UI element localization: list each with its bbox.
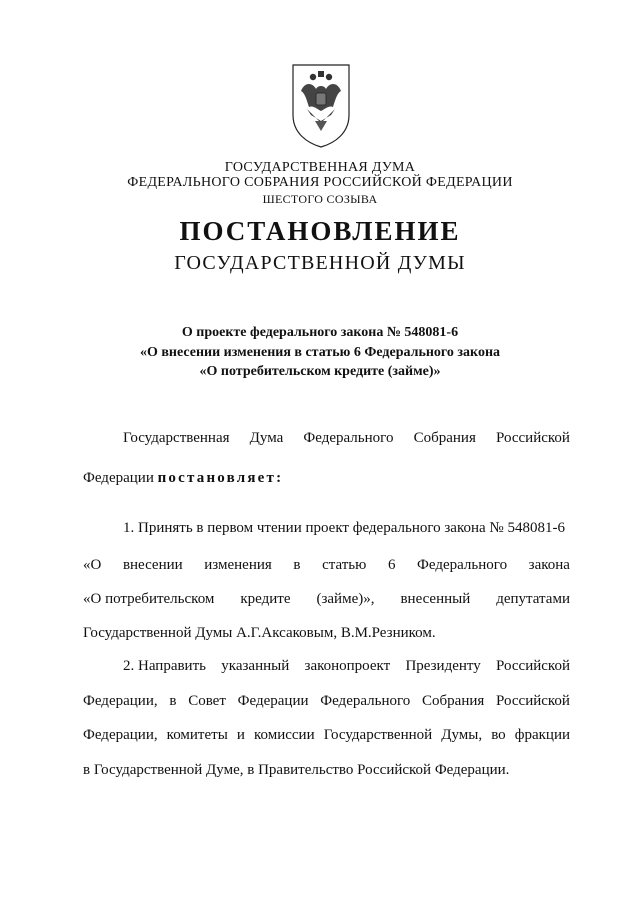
intro-text: Федерации: [83, 470, 154, 486]
item-1-line-2: [83, 557, 570, 574]
justified-word: в: [169, 693, 177, 709]
justified-word: Дума: [249, 430, 284, 446]
justified-word: Федерального: [417, 557, 508, 573]
bill-title-line: О проекте федерального закона № 548081-6: [181, 325, 459, 340]
justified-word: Президенту: [405, 658, 481, 674]
page-title: ПОСТАНОВЛЕНИЕ: [179, 216, 461, 246]
justified-word: внесенный: [400, 591, 471, 607]
justified-word: указанный: [221, 658, 290, 674]
justified-word: Собрания: [413, 430, 476, 446]
justified-word: фракции: [514, 727, 570, 743]
justified-word: в: [293, 557, 301, 573]
justified-word: депутатами: [496, 591, 570, 607]
item-2-line-1: [83, 658, 570, 675]
justified-word: внесении: [122, 557, 183, 573]
justified-word: комиссии: [253, 727, 315, 743]
justified-word: «О потребительском: [83, 591, 215, 607]
justified-word: статью: [322, 557, 367, 573]
justified-word: изменения: [204, 557, 272, 573]
justified-word: Государственная: [123, 430, 230, 446]
intro-line-2: [83, 470, 570, 487]
convocation: ШЕСТОГО СОЗЫВА: [262, 192, 378, 206]
item-1-line-4: Государственной Думы А.Г.Аксаковым, В.М.Резником.: [83, 625, 436, 641]
bill-title-line: «О внесении изменения в статью 6 Федерального закона: [139, 345, 501, 360]
justified-word: во: [491, 727, 506, 743]
justified-word: законопроект: [304, 658, 391, 674]
justified-word: 6: [387, 557, 396, 573]
parliament-affiliation: ФЕДЕРАЛЬНОГО СОБРАНИЯ РОССИЙСКОЙ ФЕДЕРАЦИИ: [127, 175, 513, 190]
justified-word: Собрания: [422, 693, 485, 709]
justified-word: кредите: [240, 591, 291, 607]
justified-word: Федерации: [237, 693, 309, 709]
justified-word: Российской: [496, 693, 570, 709]
justified-word: закона: [528, 557, 570, 573]
justified-word: Думы,: [441, 727, 483, 743]
justified-word: Федерального: [320, 693, 411, 709]
justified-word: комитеты: [166, 727, 228, 743]
justified-word: «О: [83, 557, 102, 573]
justified-word: 2. Направить: [123, 658, 206, 674]
item-1-line-3: [83, 591, 570, 608]
justified-word: и: [236, 727, 245, 743]
item-2-line-3: [83, 727, 570, 744]
justified-word: Федерального: [303, 430, 394, 446]
justified-word: Государственной: [323, 727, 433, 743]
justified-word: Российской: [496, 658, 570, 674]
justified-word: Федерации,: [83, 693, 158, 709]
resolve-word: постановляет:: [157, 470, 284, 486]
page-subtitle: ГОСУДАРСТВЕННОЙ ДУМЫ: [174, 252, 466, 274]
parliament-name: ГОСУДАРСТВЕННАЯ ДУМА: [224, 160, 416, 175]
intro-line-1: [83, 430, 570, 447]
item-1-line-1: 1. Принять в первом чтении проект федерального закона № 548081-6: [123, 520, 565, 536]
justified-word: Российской: [496, 430, 570, 446]
bill-title-line: «О потребительском кредите (займе)»: [199, 364, 441, 379]
justified-word: Федерации,: [83, 727, 158, 743]
justified-word: (займе)»,: [316, 591, 375, 607]
item-2-line-2: [83, 693, 570, 710]
item-2-line-4: в Государственной Думе, в Правительство Российской Федерации.: [83, 762, 510, 778]
coat-of-arms-icon: [291, 63, 351, 149]
justified-word: Совет: [188, 693, 226, 709]
